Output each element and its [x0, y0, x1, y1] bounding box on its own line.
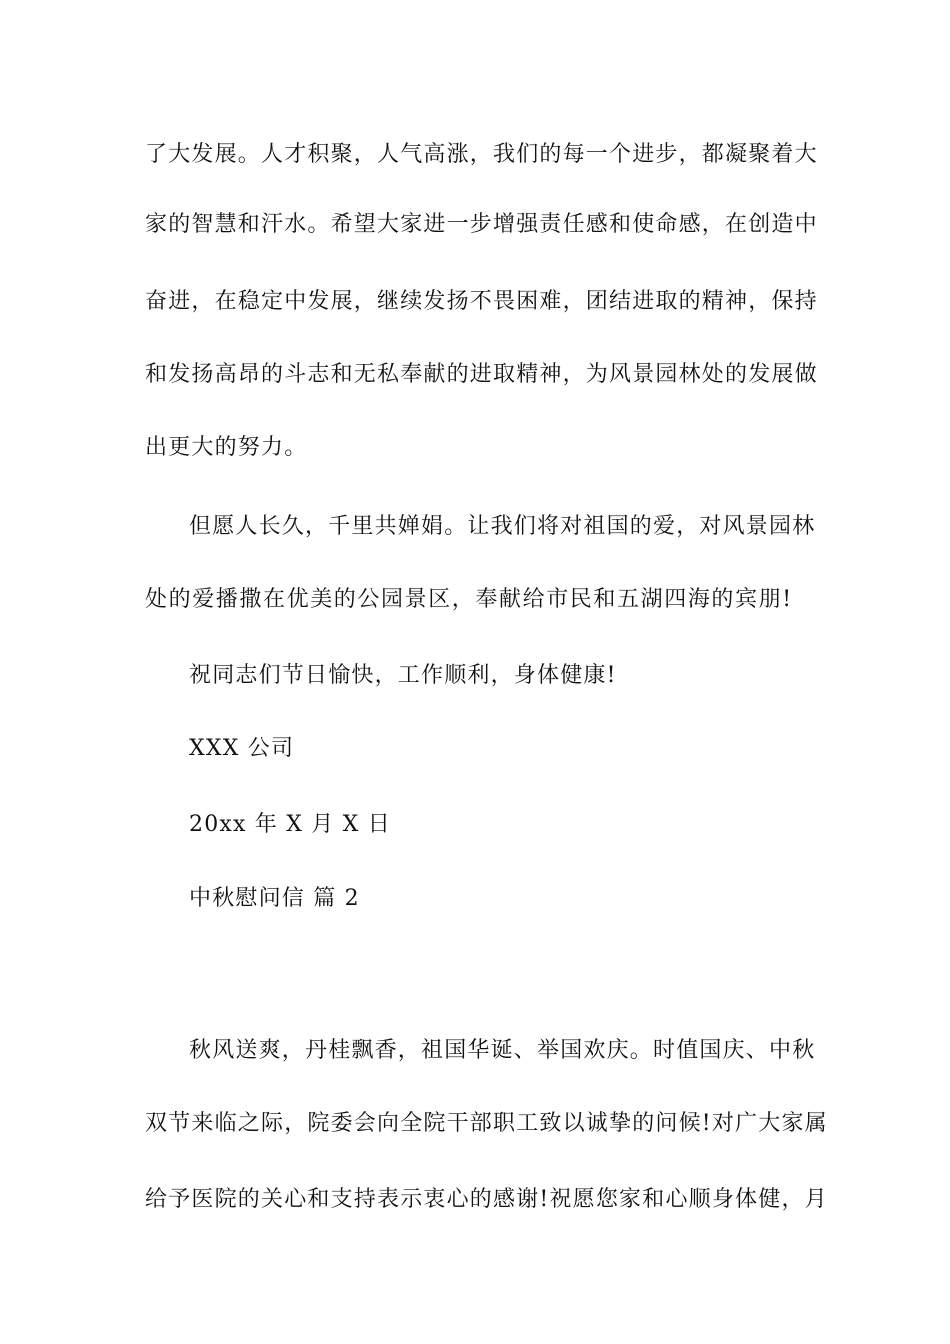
paragraph-line: 给予医院的关心和支持表示衷心的感谢!祝愿您家和心顺身体健，月: [145, 1187, 828, 1212]
paragraph-line: 双节来临之际，院委会向全院干部职工致以诚挚的问候!对广大家属: [145, 1111, 828, 1136]
paragraph-line: 家的智慧和汗水。希望大家进一步增强责任感和使命感，在创造中: [145, 212, 818, 237]
paragraph-line: 出更大的努力。: [145, 435, 308, 460]
paragraph-line: 秋风送爽，丹桂飘香，祖国华诞、举国欢庆。时值国庆、中秋: [189, 1038, 816, 1063]
paragraph-line: 处的爱播撒在优美的公园景区，奉献给市民和五湖四海的宾朋!: [145, 587, 793, 612]
paragraph-line: 和发扬高昂的斗志和无私奉献的进取精神，为风景园林处的发展做: [145, 362, 818, 387]
section-heading: 中秋慰问信 篇 2: [189, 886, 360, 911]
signature-company: XXX 公司: [189, 736, 295, 761]
paragraph-line: 奋进，在稳定中发展，继续发扬不畏困难，团结进取的精神，保持: [145, 289, 818, 314]
paragraph-line: 但愿人长久，千里共婵娟。让我们将对祖国的爱，对风景园林: [189, 514, 816, 539]
paragraph-line: 了大发展。人才积聚，人气高涨，我们的每一个进步，都凝聚着大: [145, 142, 818, 167]
signature-date: 20xx 年 X 月 X 日: [189, 812, 391, 837]
greeting-line: 祝同志们节日愉快，工作顺利，身体健康!: [189, 663, 617, 688]
